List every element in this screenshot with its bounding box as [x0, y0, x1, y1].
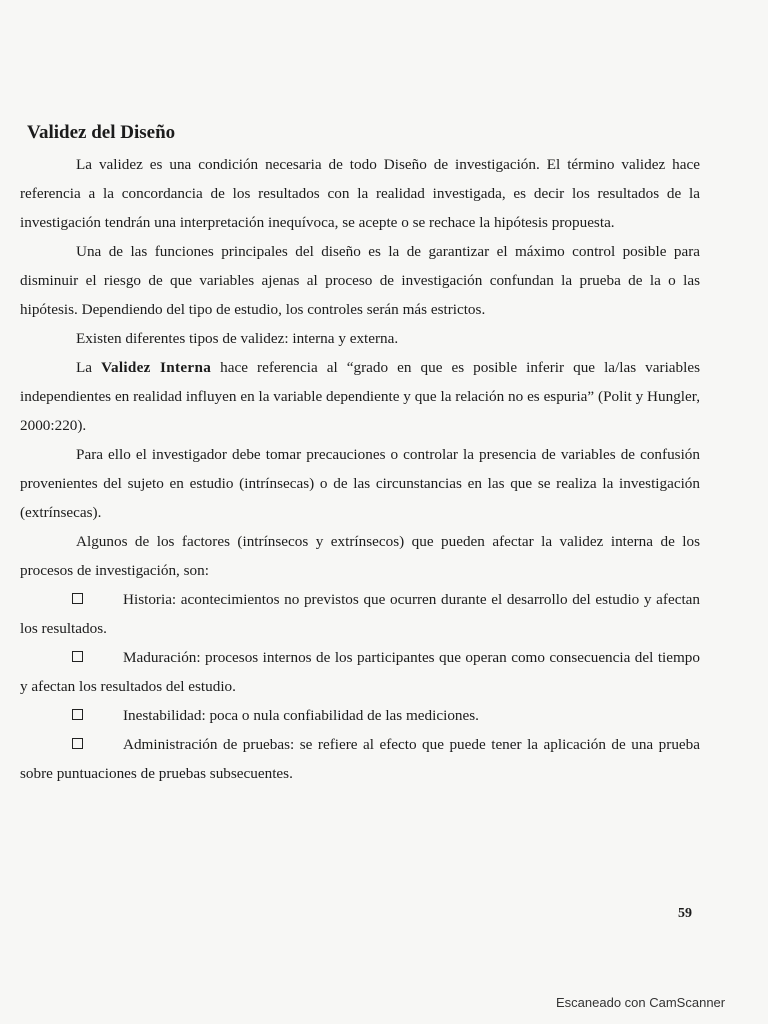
paragraph-2: Una de las funciones principales del diseño es la de garantizar el máximo control posible para disminuir el riesgo de que variables ajenas al proceso de investigación confundan la prueba de la o las hipótesis. Dependiendo del tipo de estudio, los controles serán más estrictos. [20, 243, 700, 318]
checkbox-square-icon [72, 651, 83, 662]
term-validez-interna: Validez Interna [101, 359, 212, 376]
page-number: 59 [678, 906, 692, 921]
checkbox-square-icon [72, 593, 83, 604]
list-item-text: Inestabilidad: poca o nula confiabilidad de las mediciones. [123, 707, 479, 724]
paragraph-1: La validez es una condición necesaria de todo Diseño de investigación. El término validez hace referencia a la concordancia de los resultados con la realidad investigada, es decir los resultados de la investigación tendrán una interpretación inequívoca, se acepte o se rechace la hipótesis propuesta. [20, 156, 700, 231]
paragraph-4-prefix: La [76, 359, 102, 376]
list-item [20, 585, 700, 643]
list-item [20, 701, 700, 730]
list-item-text: Historia: acontecimientos no previstos que ocurren durante el desarrollo del estudio y afectan los resultados. [20, 591, 700, 637]
paragraph-6: Algunos de los factores (intrínsecos y extrínsecos) que pueden afectar la validez interna de los procesos de investigación, son: [20, 533, 700, 579]
list-item [20, 643, 700, 701]
section-title: Validez del Diseño [27, 122, 176, 143]
checkbox-square-icon [72, 709, 83, 720]
list-item-text: Administración de pruebas: se refiere al efecto que puede tener la aplicación de una prueba sobre puntuaciones de pruebas subsecuentes. [20, 736, 700, 782]
list-item [20, 730, 700, 788]
paragraph-4 [20, 353, 700, 440]
list-item-text: Maduración: procesos internos de los participantes que operan como consecuencia del tiempo y afectan los resultados del estudio. [20, 649, 700, 695]
scanner-watermark: Escaneado con CamScanner [556, 995, 726, 1010]
checkbox-square-icon [72, 738, 83, 749]
paragraph-3: Existen diferentes tipos de validez: interna y externa. [76, 330, 399, 347]
document-body [20, 118, 700, 788]
paragraph-5: Para ello el investigador debe tomar precauciones o controlar la presencia de variables de confusión provenientes del sujeto en estudio (intrínsecas) o de las circunstancias en las que se realiza la investigación (extrínsecas). [20, 446, 700, 521]
paragraph-4-text: hace referencia al “grado en que es posible inferir que la/las variables independientes en realidad influyen en la variable dependiente y que la relación no es espuria” (Polit y Hungler, 2000:220). [20, 359, 700, 434]
